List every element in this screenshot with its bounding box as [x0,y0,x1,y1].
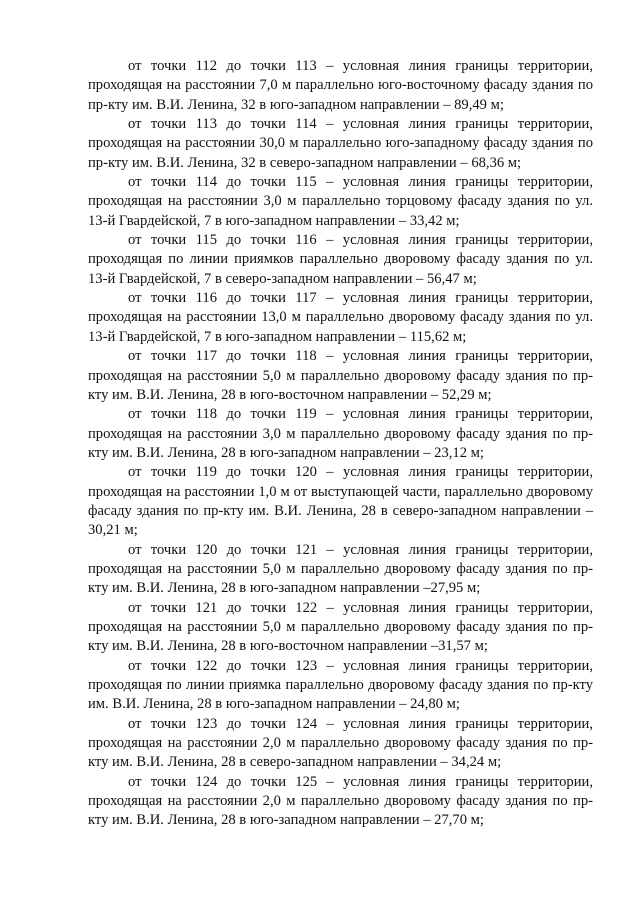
document-body [88,57,593,831]
boundary-segment-paragraph: от точки 123 до точки 124 – условная линия границы территории, проходящая на расстоянии 2,0 м параллельно дворовому фасаду здания по пр-кту им. В.И. Ленина, 28 в северо-западном направлении – 34,24 м; [88,715,593,771]
boundary-segment-paragraph: от точки 113 до точки 114 – условная линия границы территории, проходящая на расстоянии 30,0 м параллельно юго-западному фасаду здания по пр-кту им. В.И. Ленина, 32 в северо-западном направлении – 68,36 м; [88,116,593,171]
boundary-segment-paragraph: от точки 118 до точки 119 – условная линия границы территории, проходящая на расстоянии 3,0 м параллельно дворовому фасаду здания по пр-кту им. В.И. Ленина, 28 в юго-западном направлении – 23,12 м; [88,406,593,461]
boundary-segment-paragraph: от точки 112 до точки 113 – условная линия границы территории, проходящая на расстоянии 7,0 м параллельно юго-восточному фасаду здания по пр-кту им. В.И. Ленина, 32 в юго-западном направлении – 89,49 м; [88,58,593,113]
boundary-segment-paragraph: от точки 122 до точки 123 – условная линия границы территории, проходящая по линии приямка параллельно дворовому фасаду здания по пр-кту им. В.И. Ленина, 28 в юго-западном направлении – 24,80 м; [88,657,593,713]
boundary-segment-paragraph: от точки 124 до точки 125 – условная линия границы территории, проходящая на расстоянии 2,0 м параллельно дворовому фасаду здания по пр-кту им. В.И. Ленина, 28 в юго-западном направлении – 27,70 м; [88,773,593,829]
boundary-segment-paragraph: от точки 119 до точки 120 – условная линия границы территории, проходящая на расстоянии 1,0 м от выступающей части, параллельно дворовому фасаду здания по пр-кту им. В.И. Ленина, 28 в северо-западном направлении –30,21 м; [88,464,593,539]
boundary-segment-paragraph: от точки 117 до точки 118 – условная линия границы территории, проходящая на расстоянии 5,0 м параллельно дворовому фасаду здания по пр-кту им. В.И. Ленина, 28 в юго-восточном направлении – 52,29 м; [88,348,593,403]
boundary-segment-paragraph: от точки 120 до точки 121 – условная линия границы территории, проходящая на расстоянии 5,0 м параллельно дворовому фасаду здания по пр-кту им. В.И. Ленина, 28 в юго-западном направлении –27,95 м; [88,541,593,597]
boundary-segment-paragraph: от точки 121 до точки 122 – условная линия границы территории, проходящая на расстоянии 5,0 м параллельно дворовому фасаду здания по пр-кту им. В.И. Ленина, 28 в юго-восточном направлении –31,57 м; [88,599,593,655]
boundary-segment-paragraph: от точки 116 до точки 117 – условная линия границы территории, проходящая на расстоянии 13,0 м параллельно дворовому фасаду здания по ул. 13-й Гвардейской, 7 в юго-западном направлении – 115,62 м; [88,290,593,345]
boundary-segment-paragraph: от точки 114 до точки 115 – условная линия границы территории, проходящая на расстоянии 3,0 м параллельно торцовому фасаду здания по ул. 13-й Гвардейской, 7 в юго-западном направлении – 33,42 м; [88,174,593,229]
boundary-segment-paragraph: от точки 115 до точки 116 – условная линия границы территории, проходящая по линии приямков параллельно дворовому фасаду здания по ул. 13-й Гвардейской, 7 в северо-западном направлении – 56,47 м; [88,232,593,287]
